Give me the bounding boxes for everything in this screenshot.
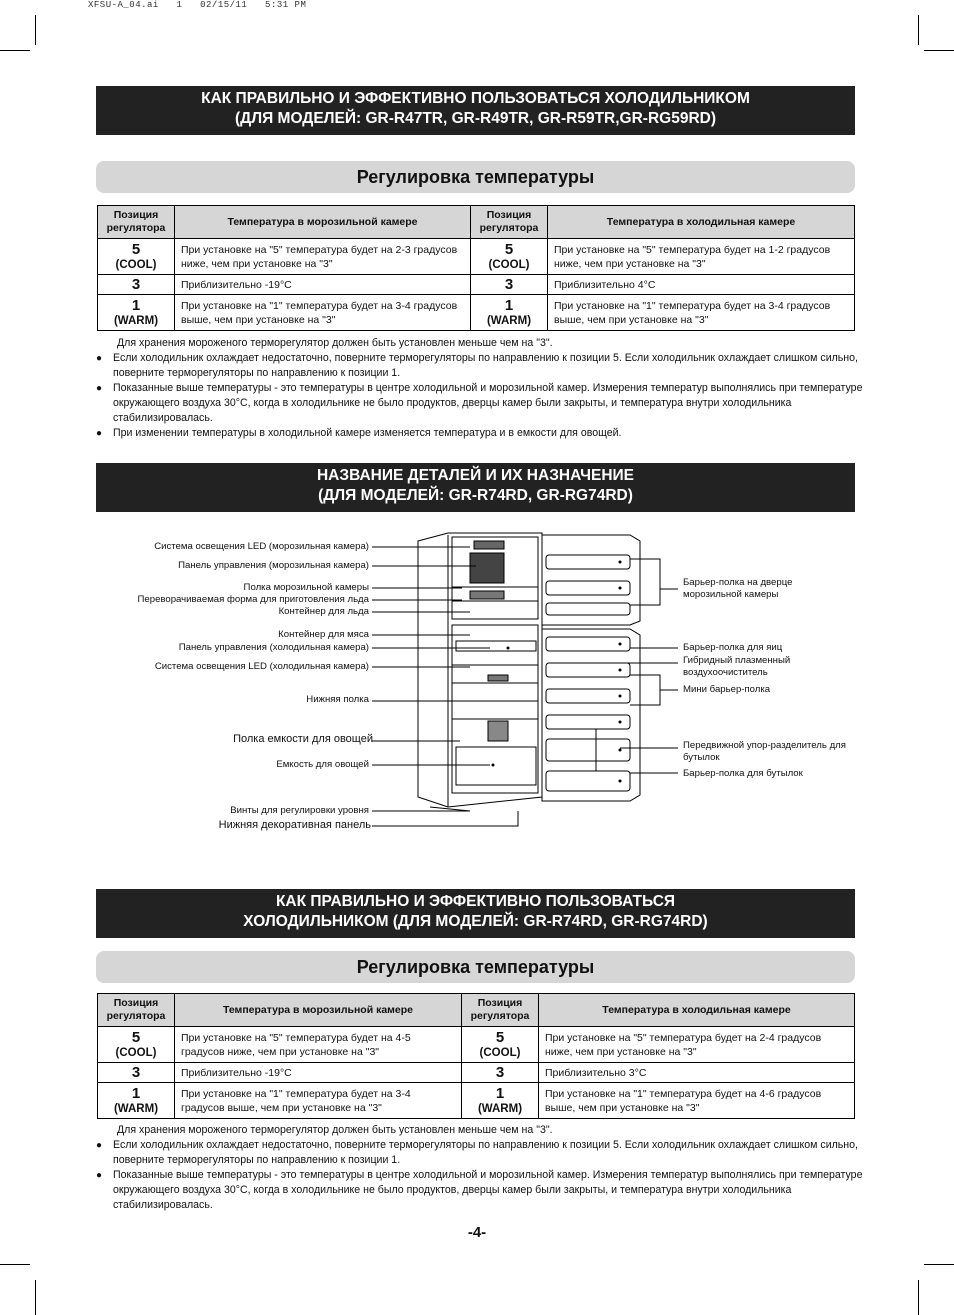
vegetable-box xyxy=(456,747,536,785)
fridge-temp-cell: При установке на "1" температура будет на 3-4 градусов выше, чем при установке на "3" xyxy=(548,295,855,331)
position-label: (WARM) xyxy=(113,314,159,327)
position-number: 3 xyxy=(131,275,141,293)
position-number: 1 xyxy=(504,296,514,314)
section3-subtitle: Регулировка температуры xyxy=(96,951,855,983)
table-row xyxy=(98,275,855,295)
freezer-temp-cell: При установке на "5" температура будет на 4-5 градусов ниже, чем при установке на "3" xyxy=(175,1027,462,1063)
table-header: Температура в холодильная камере xyxy=(539,994,855,1027)
fridge-temp-cell: Приблизительно 4°C xyxy=(548,275,855,295)
position-label: (COOL) xyxy=(115,1046,157,1059)
position-label: (WARM) xyxy=(477,1102,523,1115)
position-number: 3 xyxy=(504,275,514,293)
freezer-control xyxy=(474,541,504,549)
refrigerator-diagram xyxy=(0,525,954,835)
table-header: Позиция регулятора xyxy=(98,206,175,239)
position-number: 3 xyxy=(495,1063,505,1081)
crop-mark xyxy=(35,1280,36,1315)
section3-notes xyxy=(96,1123,866,1213)
callout-vegetable-box: Емкость для овощей xyxy=(276,759,369,770)
bullet-item: ● Показанные выше температуры - это температуры в центре холодильной и морозильной камер. Измерения температур выполнялись при температуре окружающего воздуха 30°C, когда в холодильнике не было продуктов, дверцы камер были закрыты, и температура внутри холодильника стабилизировалась. xyxy=(96,381,866,426)
leader-lines-left xyxy=(372,547,518,826)
banner-line: НАЗВАНИЕ ДЕТАЛЕЙ И ИХ НАЗНАЧЕНИЕ xyxy=(316,467,635,484)
section1-notes xyxy=(96,336,866,441)
position-number: 1 xyxy=(495,1084,505,1102)
position-label: (COOL) xyxy=(479,1046,521,1059)
table-row xyxy=(98,1083,855,1119)
position-number: 5 xyxy=(504,240,514,258)
position-number: 1 xyxy=(131,1084,141,1102)
bullet-item: ● Если холодильник охлаждает недостаточно, поверните терморегуляторы по направлению к позиции 5. Если холодильник охлаждает слишком сильно, поверните терморегуляторы по направлению к позиции 1. xyxy=(96,1138,866,1168)
section2-banner xyxy=(96,463,855,512)
position-number: 5 xyxy=(131,1028,141,1046)
crop-mark xyxy=(0,1264,30,1265)
callout-bottom-panel: Нижняя декоративная панель xyxy=(218,819,371,831)
callout-ice-tray: Переворачиваемая форма для приготовления льда xyxy=(137,594,369,605)
fridge-temp-cell: При установке на "5" температура будет на 1-2 градусов ниже, чем при установке на "3" xyxy=(548,239,855,275)
position-label: (COOL) xyxy=(115,258,157,271)
table-row xyxy=(98,1063,855,1083)
note-text: Для хранения мороженого терморегулятор должен быть установлен меньше чем на "3". xyxy=(117,337,553,349)
fridge-temp-cell: При установке на "5" температура будет на 2-4 градусов ниже, чем при установке на "3" xyxy=(539,1027,855,1063)
callout-led-fridge: Система освещения LED (холодильная камера) xyxy=(154,661,369,672)
note-text: Для хранения мороженого терморегулятор должен быть установлен меньше чем на "3". xyxy=(117,1124,553,1136)
callout-level-screws: Винты для регулировки уровня xyxy=(230,805,369,816)
table-row xyxy=(98,295,855,331)
callout-bottle-shelf: Барьер-полка для бутылок xyxy=(683,768,803,779)
fridge-compartment xyxy=(452,625,538,793)
bullet-item: ● Если холодильник охлаждает недостаточно, поверните терморегуляторы по направлению к позиции 5. Если холодильник охлаждает слишком сильно, поверните терморегуляторы по направлению к позиции 1. xyxy=(96,351,866,381)
crop-mark xyxy=(0,50,30,51)
crop-mark xyxy=(918,1280,919,1315)
table-header: Позиция регулятора xyxy=(462,994,539,1027)
freezer-temp-cell: При установке на "1" температура будет на 3-4 градусов выше, чем при установке на "3" xyxy=(175,1083,462,1119)
banner-line: КАК ПРАВИЛЬНО И ЭФФЕКТИВНО ПОЛЬЗОВАТЬСЯ xyxy=(275,893,676,910)
section1-banner xyxy=(96,86,855,135)
section1-subtitle: Регулировка температуры xyxy=(96,161,855,193)
print-meta: XFSU-A_04.ai 1 02/15/11 5:31 PM xyxy=(88,0,307,10)
shelf-markers xyxy=(492,561,622,783)
crop-mark xyxy=(918,15,919,45)
freezer-temp-cell: При установке на "1" температура будет на 3-4 градусов выше, чем при установке на "3" xyxy=(175,295,471,331)
callout-freezer-door-shelf: Барьер-полка на дверце морозильной камеры xyxy=(683,577,793,600)
crop-mark xyxy=(924,50,954,51)
position-label: (WARM) xyxy=(486,314,532,327)
leader-lines-right xyxy=(596,559,678,773)
callout-ice-container: Контейнер для льда xyxy=(278,606,369,617)
freezer-temp-cell: При установке на "5" температура будет на 2-3 градусов ниже, чем при установке на "3" xyxy=(175,239,471,275)
bullet-item: ● Показанные выше температуры - это температуры в центре холодильной и морозильной камер. Измерения температур выполнялись при температуре окружающего воздуха 30°C, когда в холодильнике не было продуктов, дверцы камер были закрыты, и температура внутри холодильника стабилизировалась. xyxy=(96,1168,866,1213)
callout-led-freezer: Система освещения LED (морозильная камера) xyxy=(154,541,369,552)
freezer-temp-cell: Приблизительно -19°C xyxy=(175,275,471,295)
banner-line: КАК ПРАВИЛЬНО И ЭФФЕКТИВНО ПОЛЬЗОВАТЬСЯ ХОЛОДИЛЬНИКОМ xyxy=(201,90,750,107)
callout-meat-container: Контейнер для мяса xyxy=(278,629,369,640)
banner-line: ХОЛОДИЛЬНИКОМ (ДЛЯ МОДЕЛЕЙ: GR-R74RD, GR-RG74RD) xyxy=(243,913,708,930)
freezer-temp-cell: Приблизительно -19°C xyxy=(175,1063,462,1083)
callout-freezer-shelf: Полка морозильной камеры xyxy=(243,582,369,593)
position-number: 5 xyxy=(495,1028,505,1046)
callout-control-fridge: Панель управления (холодильная камера) xyxy=(178,642,369,653)
position-number: 3 xyxy=(131,1063,141,1081)
crop-mark xyxy=(924,1264,954,1265)
table-header: Температура в морозильной камере xyxy=(175,206,471,239)
table-row xyxy=(98,239,855,275)
callout-mini-shelf: Мини барьер-полка xyxy=(683,684,771,695)
callout-vegetable-shelf: Полка емкости для овощей xyxy=(233,733,373,745)
callout-control-freezer: Панель управления (морозильная камера) xyxy=(178,560,369,571)
section3-banner xyxy=(96,889,855,938)
table-header: Температура в морозильной камере xyxy=(175,994,462,1027)
meat-container xyxy=(456,641,536,651)
bullet-item: ● При изменении температуры в холодильной камере изменяется температура и в емкости для овощей. xyxy=(96,426,866,441)
banner-line: (ДЛЯ МОДЕЛЕЙ: GR-R74RD, GR-RG74RD) xyxy=(318,487,633,504)
position-label: (COOL) xyxy=(488,258,530,271)
position-label: (WARM) xyxy=(113,1102,159,1115)
door-shelves xyxy=(546,555,630,791)
callout-bottom-shelf: Нижняя полка xyxy=(306,694,369,705)
fridge-temp-cell: Приблизительно 3°C xyxy=(539,1063,855,1083)
page-number: -4- xyxy=(467,1224,487,1241)
callout-egg-shelf: Барьер-полка для яиц xyxy=(683,642,783,653)
table-row xyxy=(98,1027,855,1063)
freezer-door xyxy=(542,535,640,625)
table-header: Позиция регулятора xyxy=(471,206,548,239)
callout-plasma-purifier: Гибридный плазменный воздухоочиститель xyxy=(683,655,791,678)
section3-temperature-table xyxy=(97,993,855,1119)
position-number: 5 xyxy=(131,240,141,258)
position-number: 1 xyxy=(131,296,141,314)
table-header: Температура в холодильная камере xyxy=(548,206,855,239)
section1-temperature-table xyxy=(97,205,855,331)
banner-line: (ДЛЯ МОДЕЛЕЙ: GR-R47TR, GR-R49TR, GR-R59TR,GR-RG59RD) xyxy=(235,110,716,127)
crop-mark xyxy=(35,15,36,45)
ice-maker xyxy=(470,553,504,583)
table-header: Позиция регулятора xyxy=(98,994,175,1027)
callout-bottle-divider: Передвижной упор-разделитель для бутылок xyxy=(683,740,846,763)
fridge-temp-cell: При установке на "1" температура будет на 4-6 градусов выше, чем при установке на "3" xyxy=(539,1083,855,1119)
